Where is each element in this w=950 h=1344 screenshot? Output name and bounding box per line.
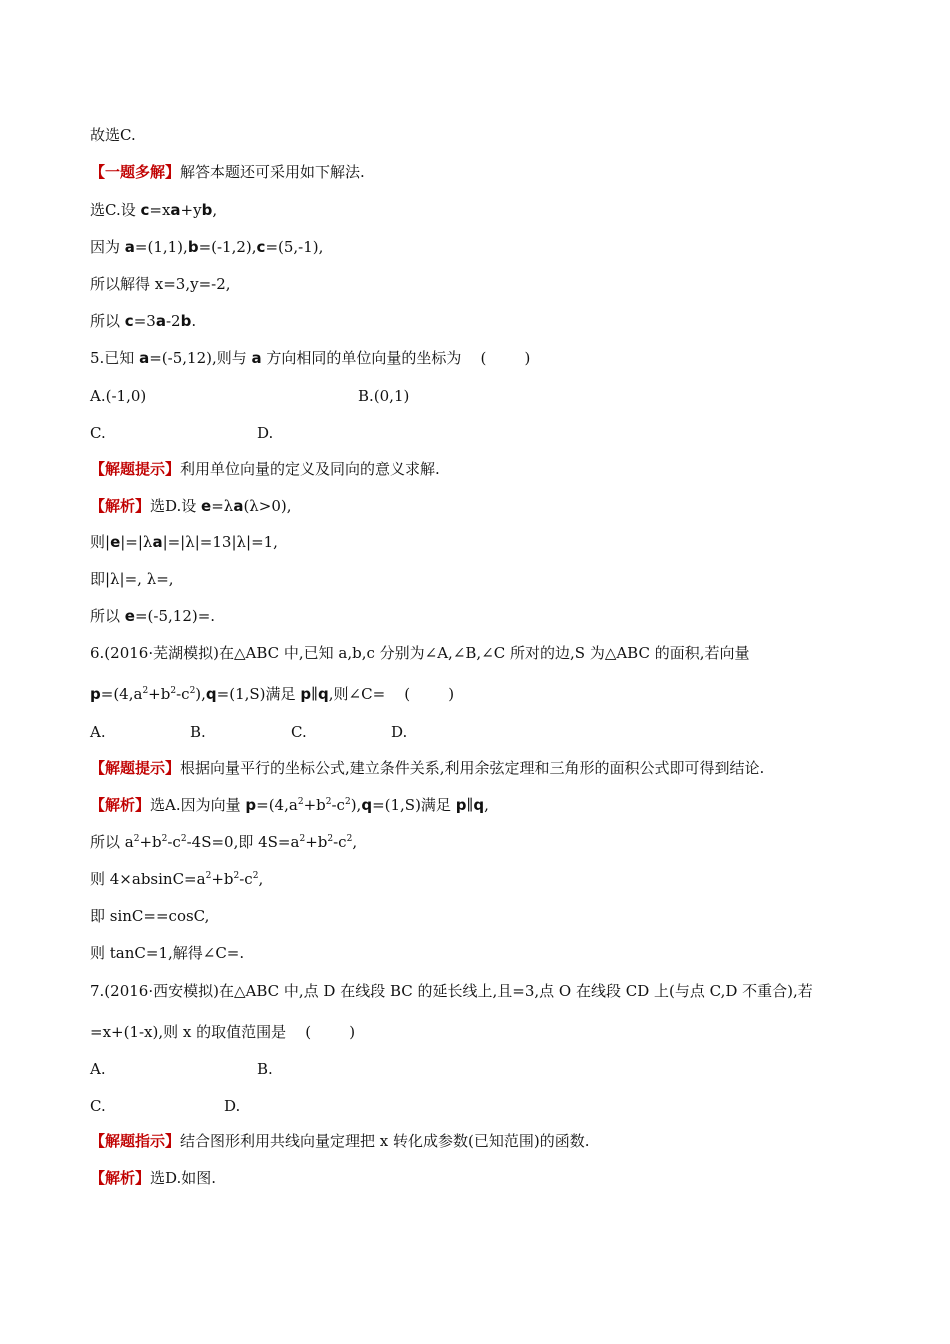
tag-hint: 【解题提示】 [90,460,181,478]
q7-option-c: C. [90,1097,106,1115]
vector-symbol: e [110,533,121,551]
text-segment: 方向相同的单位向量的坐标为 ( ) [261,349,531,367]
text-segment: 解答本题还可采用如下解法. [180,163,365,181]
text-segment: 则 tanC=1,解得∠C=. [90,944,245,962]
q6-option-b: B. [190,723,206,741]
superscript: 2 [233,871,240,881]
superscript: 2 [205,871,212,881]
vector-symbol: e [201,497,212,515]
text-segment: . [191,312,197,330]
vector-symbol: c [140,201,150,219]
text-segment: =λ [211,497,234,515]
text-segment: ∥ [466,796,474,814]
superscript: 2 [189,686,196,696]
line-c-result [90,311,196,331]
text-segment: ,则∠C= ( ) [328,685,455,703]
q7-option-a: A. [90,1060,106,1078]
text-segment: =(4,a [256,796,298,814]
vector-symbol: q [205,685,217,703]
text-segment: =(1,S)满足 [372,796,456,814]
vector-symbol: b [201,201,213,219]
vector-symbol: a [170,201,181,219]
vector-symbol: b [187,238,199,256]
tag-hint: 【解题指示】 [90,1132,181,1150]
text-segment: ∥ [311,685,318,703]
text-segment: +b [211,870,234,888]
text-segment: =(1,S)满足 [216,685,301,703]
text-segment: -2 [165,312,181,330]
vector-symbol: c [124,312,134,330]
text-segment: |=|λ [120,533,153,551]
q6-solution-line-3 [90,869,263,889]
text-segment: ), [350,796,362,814]
text-segment: 7.(2016·西安模拟)在△ABC 中,点 D 在线段 BC 的延长线上,且=3,点 O 在线段 CD 上(与点 C,D 不重合),若 [90,982,813,1000]
vector-symbol: c [256,238,266,256]
text-segment: 利用单位向量的定义及同向的意义求解. [180,460,440,478]
q5-solution-line-4 [90,606,215,626]
vector-symbol: p [300,685,312,703]
text-segment: 则| [90,533,111,551]
superscript: 2 [142,686,149,696]
vector-symbol: a [124,238,135,256]
text-segment: 即 sinC==cosC, [90,907,210,925]
text-segment: |=|λ|=13|λ|=1, [162,533,278,551]
q6-option-a: A. [90,723,106,741]
q7-solution-line-1 [90,1168,216,1188]
text-segment: =(4,a [100,685,143,703]
vector-symbol: a [233,497,244,515]
text-segment: , [212,201,218,219]
text-segment: =(-5,12)=. [134,607,216,625]
text-segment: 故选C. [90,126,136,144]
vector-symbol: q [473,796,485,814]
text-segment: =(5,-1), [265,238,324,256]
superscript: 2 [299,834,306,844]
text-segment: 所以 [90,312,125,330]
q6-option-c: C. [291,723,307,741]
text-segment: 5.已知 [90,349,140,367]
text-segment: =(1,1), [134,238,188,256]
q5-hint [90,459,440,479]
question-7-stem-line-1 [90,981,813,1001]
question-6-stem-line-1 [90,643,750,663]
line-set-c [90,200,217,220]
vector-symbol: q [318,685,329,703]
tag-solution: 【解析】 [90,497,151,515]
vector-symbol: a [152,533,163,551]
superscript: 2 [252,871,259,881]
question-6-stem-line-2 [90,684,454,704]
superscript: 2 [133,834,140,844]
text-segment: =(-5,12),则与 [149,349,252,367]
q5-option-a: A.(-1,0) [90,387,147,405]
vector-symbol: b [180,312,192,330]
text-segment: =(-1,2), [198,238,257,256]
line-solve-xy [90,274,231,294]
text-segment: 选D.设 [150,497,202,515]
vector-symbol: a [251,349,262,367]
q6-solution-line-2 [90,832,357,852]
q5-solution-line-3 [90,569,174,589]
superscript: 2 [325,797,332,807]
q6-option-d: D. [391,723,408,741]
q5-option-c: C. [90,424,106,442]
text-segment: , [352,833,358,851]
text-segment: 所以 a [90,833,134,851]
text-segment: ), [195,685,206,703]
text-segment: , [484,796,489,814]
superscript: 2 [346,834,353,844]
text-segment: +b [305,833,328,851]
text-segment: 所以 [90,607,125,625]
text-segment: -4S=0,即 4S=a [186,833,300,851]
q7-hint [90,1131,590,1151]
text-segment: 选C.设 [90,201,141,219]
vector-symbol: p [245,796,257,814]
vector-symbol: a [155,312,166,330]
question-7-stem-line-2 [90,1022,355,1042]
superscript: 2 [170,686,177,696]
q6-solution-line-1 [90,795,489,815]
text-segment: 因为 [90,238,125,256]
vector-symbol: p [90,685,101,703]
tag-solution: 【解析】 [90,1169,151,1187]
q5-solution-line-2 [90,532,278,552]
text-segment: 所以解得 x=3,y=-2, [90,275,231,293]
text-segment: =x [149,201,171,219]
q6-solution-line-5 [90,943,244,963]
text-segment: 则 4×absinC=a [90,870,206,888]
vector-symbol: a [139,349,150,367]
text-segment: -c [176,685,190,703]
text-segment: 结合图形利用共线向量定理把 x 转化成参数(已知范围)的函数. [180,1132,590,1150]
q5-option-d: D. [257,424,274,442]
text-segment: +b [303,796,326,814]
text-segment: 选A.因为向量 [150,796,246,814]
superscript: 2 [161,834,168,844]
superscript: 2 [180,834,187,844]
superscript: 2 [344,797,351,807]
text-segment: 即|λ|=, λ=, [90,570,174,588]
text-segment: =3 [133,312,156,330]
superscript: 2 [297,797,304,807]
text-segment: (λ>0), [243,497,292,515]
text-segment: 选D.如图. [150,1169,217,1187]
q6-solution-line-4 [90,906,209,926]
line-conclusion-c [90,125,136,145]
tag-hint: 【解题提示】 [90,759,181,777]
q5-solution-line-1 [90,496,292,516]
text-segment: +b [148,685,171,703]
text-segment: , [258,870,264,888]
line-alt-solution-header [90,162,365,182]
q7-option-b: B. [257,1060,273,1078]
text-segment: -c [333,833,347,851]
tag-alt-solution: 【一题多解】 [90,163,181,181]
superscript: 2 [327,834,334,844]
q6-hint [90,758,764,778]
tag-solution: 【解析】 [90,796,151,814]
text-segment: -c [239,870,253,888]
vector-symbol: q [361,796,373,814]
vector-symbol: p [455,796,467,814]
text-segment: -c [167,833,181,851]
vector-symbol: e [124,607,135,625]
text-segment: +b [139,833,162,851]
text-segment: 6.(2016·芜湖模拟)在△ABC 中,已知 a,b,c 分别为∠A,∠B,∠C 所对的边,S 为△ABC 的面积,若向量 [90,644,750,662]
text-segment: 根据向量平行的坐标公式,建立条件关系,利用余弦定理和三角形的面积公式即可得到结论. [180,759,765,777]
text-segment: -c [331,796,345,814]
line-given-vectors [90,237,323,257]
question-5-stem [90,348,530,368]
text-segment: =x+(1-x),则 x 的取值范围是 ( ) [90,1023,356,1041]
q5-option-b: B.(0,1) [358,387,410,405]
text-segment: +y [180,201,202,219]
q7-option-d: D. [224,1097,241,1115]
